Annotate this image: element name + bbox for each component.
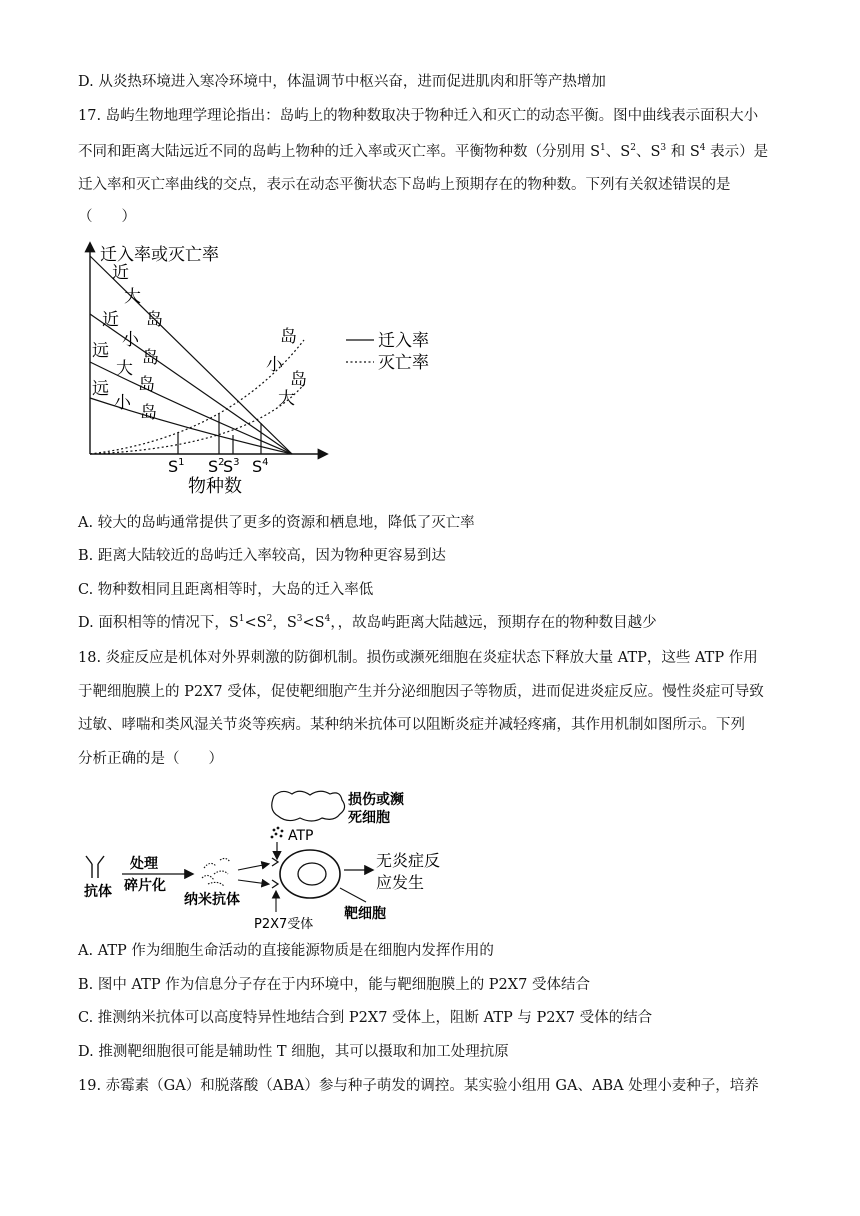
- q17-stem-line3: 迁入率和灭亡率曲线的交点，表示在动态平衡状态下岛屿上预期存在的物种数。下列有关叙述错误的是: [78, 177, 731, 193]
- q17-bracket: （ ）: [78, 209, 136, 225]
- q17-stem-line1: 17. 岛屿生物地理学理论指出：岛屿上的物种数取决于物种迁入和灭亡的动态平衡。图中曲线表示面积大小: [78, 108, 759, 124]
- q17-option-d: D. 面积相等的情况下，$S^1<S^2$，$S^3<S^4$，，故岛屿距离大陆越远，预期存在的物种数目越少: [78, 614, 657, 631]
- q17-option-c: C. 物种数相同且距离相等时，大岛的迁入率低: [78, 582, 374, 598]
- process-label-1: 处理: [130, 856, 158, 872]
- p2x7-receptor-icon: [272, 858, 278, 888]
- q19-stem-line1: 19. 赤霉素（GA）和脱落酸（ABA）参与种子萌发的调控。某实验小组用 GA、ABA 处理小麦种子，培养: [78, 1078, 759, 1094]
- q18-option-a: A. ATP 作为细胞生命活动的直接能源物质是在细胞内发挥作用的: [78, 943, 494, 959]
- q17-stem-line2: 不同和距离大陆远近不同的岛屿上物种的迁入率或灭亡率。平衡物种数（分别用 $S^1$、$S^2$、$S^3$ 和 $S^4$ 表示）是: [78, 143, 769, 160]
- q18-option-c: C. 推测纳米抗体可以高度特异性地结合到 P2X7 受体上，阻断 ATP 与 P2X7 受体的结合: [78, 1010, 653, 1026]
- q17-option-a: A. 较大的岛屿通常提供了更多的资源和栖息地，降低了灭亡率: [78, 515, 475, 531]
- s3-label: $S^3$: [223, 457, 240, 476]
- antibody-icon: [86, 856, 104, 878]
- q16-option-d: D. 从炎热环境进入寒冷环境中，体温调节中枢兴奋，进而促进肌肉和肝等产热增加: [78, 74, 606, 90]
- q17-island-chart: [78, 232, 458, 502]
- atp-label: ATP: [288, 828, 314, 844]
- q18-stem-line1: 18. 炎症反应是机体对外界刺激的防御机制。损伤或濒死细胞在炎症状态下释放大量 ATP，这些 ATP 作用: [78, 650, 758, 666]
- nanobody-arrow-upper: [238, 864, 268, 870]
- q17-option-b: B. 距离大陆较近的岛屿迁入率较高，因为物种更容易到达: [78, 548, 446, 564]
- immigration-curve-near-small: [90, 314, 292, 454]
- s2-label: $S^2$: [208, 457, 225, 476]
- nanobody-label: 纳米抗体: [184, 892, 240, 908]
- label-near-small: 近 小 岛: [102, 310, 159, 368]
- immigration-curve-near-large: [90, 256, 292, 454]
- legend-extinction: 灭亡率: [378, 353, 429, 373]
- damaged-cell: [272, 791, 345, 821]
- q18-stem-line4: 分析正确的是（ ）: [78, 751, 223, 767]
- target-cell-nucleus: [298, 863, 326, 885]
- q18-option-b: B. 图中 ATP 作为信息分子存在于内环境中，能与靶细胞膜上的 P2X7 受体结合: [78, 977, 590, 993]
- q18-stem-line3: 过敏、哮喘和类风湿关节炎等疾病。某种纳米抗体可以阻断炎症并减轻疼痛，其作用机制如图所示。下列: [78, 717, 745, 733]
- label-far-small: 远 小 岛: [92, 379, 157, 423]
- nanobody-arrow-lower: [238, 880, 268, 884]
- atp-icon: [271, 827, 284, 839]
- s1-label: $S^1$: [168, 457, 185, 476]
- x-axis-label: 物种数: [188, 476, 242, 497]
- process-label-2: 碎片化: [124, 878, 166, 894]
- target-cell-pointer: [340, 888, 366, 902]
- label-large-island-extinction: 岛 大: [278, 370, 307, 409]
- s4-label: $S^4$: [252, 457, 269, 476]
- q18-stem-line2: 于靶细胞膜上的 P2X7 受体，促使靶细胞产生并分泌细胞因子等物质，进而促进炎症反应。慢性炎症可导致: [78, 684, 764, 700]
- label-far-large: 远 大 岛: [92, 341, 155, 395]
- legend-immigration: 迁入率: [378, 331, 429, 351]
- nanobody-icon: [202, 858, 230, 886]
- result-label: 无炎症反 应发生: [376, 851, 441, 892]
- label-small-island-extinction: 岛 小: [266, 327, 297, 375]
- target-cell-label: 靶细胞: [344, 906, 386, 922]
- damaged-cell-label: 损伤或濒 死细胞: [348, 792, 404, 826]
- label-near-large: 近 大 岛: [112, 263, 163, 330]
- antibody-label: 抗体: [84, 884, 112, 900]
- y-axis-label: 迁入率或灭亡率: [100, 245, 219, 265]
- q18-mechanism-diagram: [78, 782, 478, 932]
- q18-option-d: D. 推测靶细胞很可能是辅助性 T 细胞，其可以摄取和加工处理抗原: [78, 1044, 509, 1060]
- receptor-label: P2X7受体: [254, 917, 314, 932]
